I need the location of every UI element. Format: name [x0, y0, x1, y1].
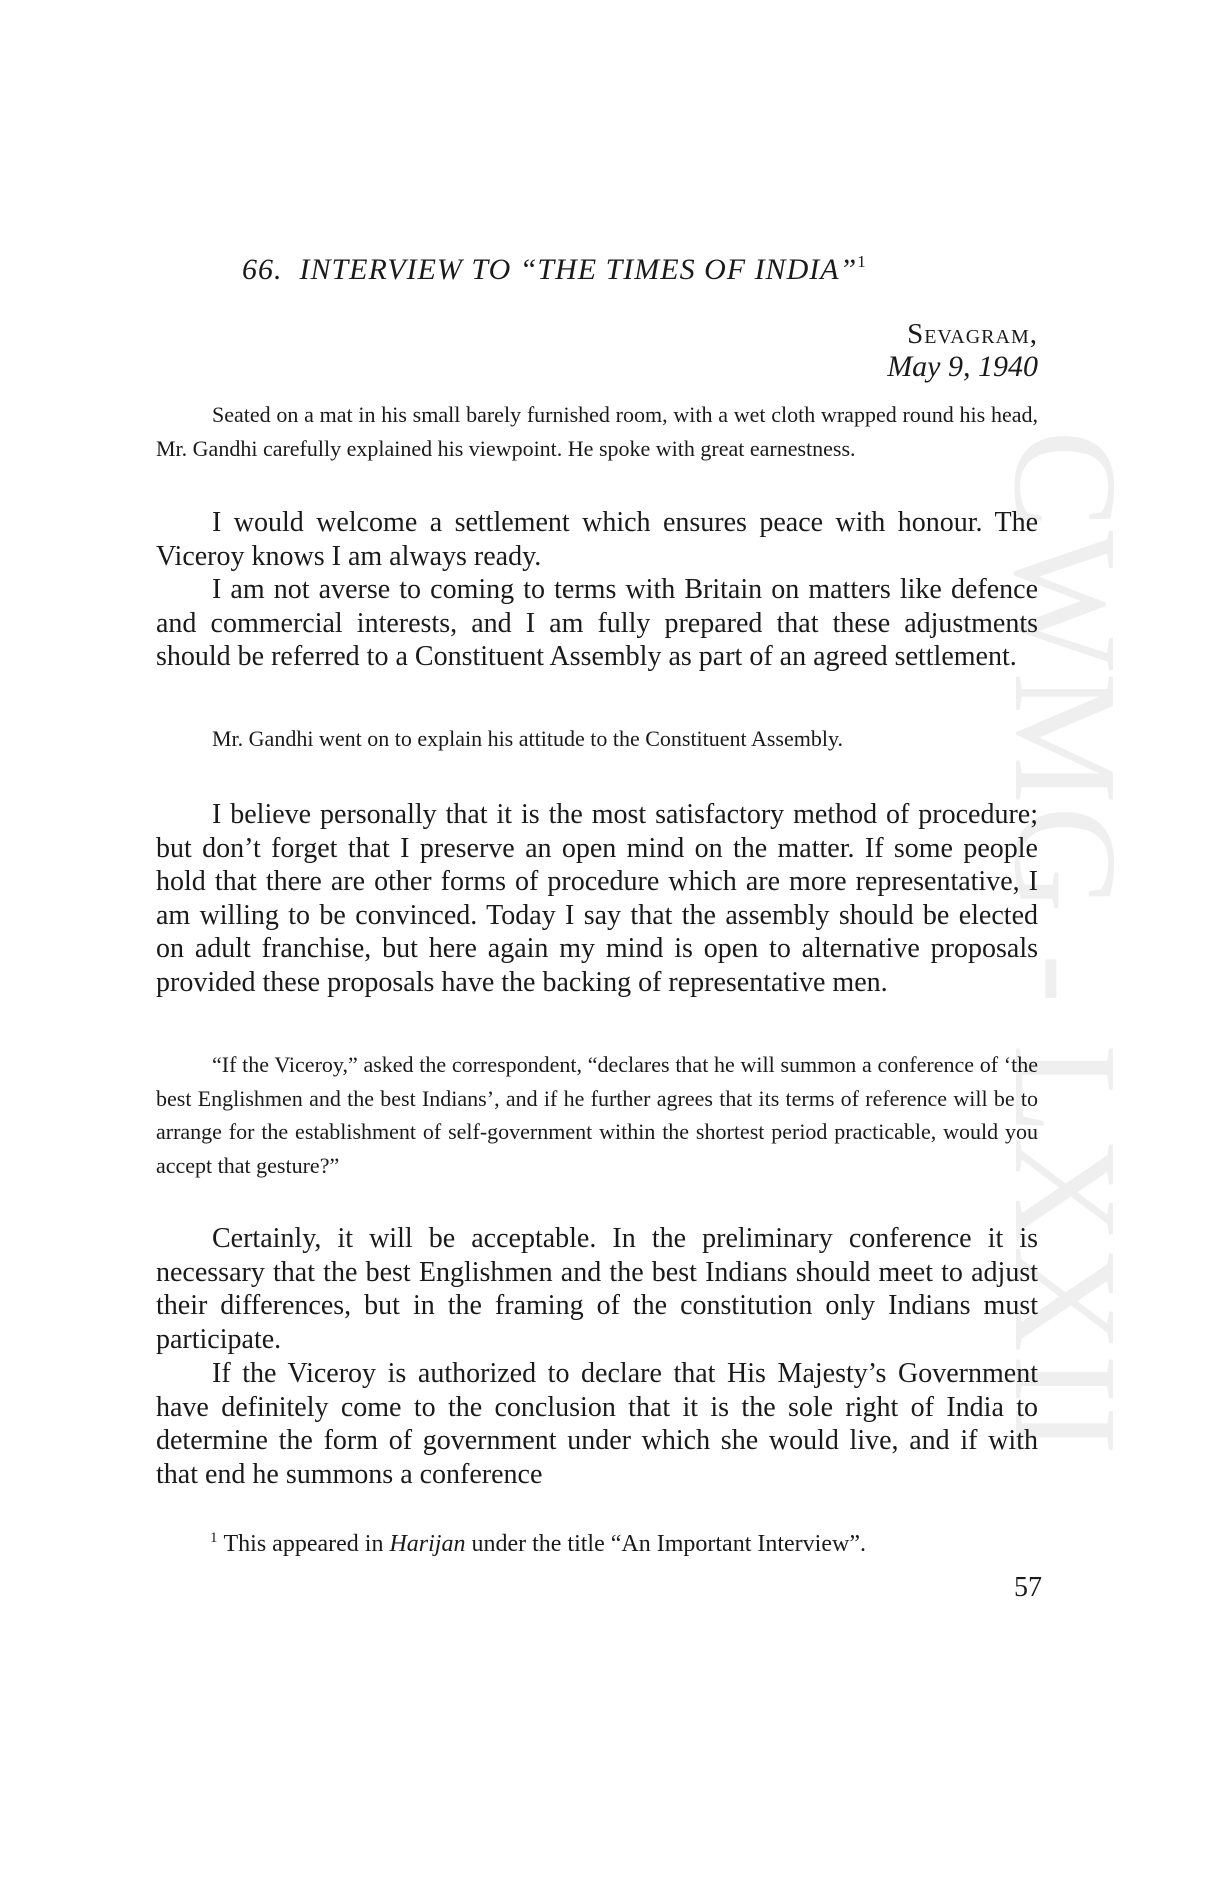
- page-title: [242, 252, 1062, 287]
- dateline-place: Sevagram,: [907, 318, 1038, 350]
- title-text: INTERVIEW TO “THE TIMES OF INDIA”: [299, 253, 858, 286]
- page-number: 57: [1014, 1572, 1042, 1603]
- question-paragraph: “If the Viceroy,” asked the correspondent, “declares that he will summon a conference of ‘the best Englishmen and the best Indians’, and if he further agrees that its terms of reference will be to arrange for the establishment of self-government within the shortest period practicable, would you accept that gesture?”: [156, 1052, 1038, 1178]
- footnote-marker: 1: [210, 1530, 218, 1546]
- watermark-text: CWMG - LXXII: [983, 430, 1147, 1457]
- footnote-text-before: This appeared in: [223, 1531, 390, 1557]
- title-footnote-ref: 1: [857, 252, 867, 271]
- title-number: 66.: [242, 253, 283, 286]
- footnote: [210, 1530, 1070, 1558]
- narration-paragraph: Mr. Gandhi went on to explain his attitude to the Constituent Assembly.: [212, 726, 844, 751]
- body-paragraph-4: Certainly, it will be acceptable. In the preliminary conference it is necessary that the best Englishmen and the best Indians should meet to adjust their differences, but in the framing of the constitution only Indians must participate.: [156, 1223, 1038, 1355]
- dateline-date: May 9, 1940: [887, 350, 1038, 383]
- footnote-text-after: under the title “An Important Interview”.: [465, 1531, 866, 1557]
- watermark: [983, 430, 1152, 1500]
- intro-paragraph: Seated on a mat in his small barely furnished room, with a wet cloth wrapped round his head, Mr. Gandhi carefully explained his viewpoint. He spoke with great earnestness.: [156, 402, 1038, 461]
- body-paragraph-5: If the Viceroy is authorized to declare that His Majesty’s Government have definitely come to the conclusion that it is the sole right of India to determine the form of government under which she would live, and if with that end he summons a conference: [156, 1358, 1038, 1490]
- footnote-italic: Harijan: [389, 1531, 466, 1557]
- body-paragraph-3: I believe personally that it is the most satisfactory method of procedure; but don’t forget that I preserve an open mind on the matter. If some people hold that there are other forms of procedure which are more representative, I am willing to be convinced. Today I say that the assembly should be elected on adult franchise, but here again my mind is open to alternative proposals provided these proposals have the backing of representative men.: [156, 799, 1038, 998]
- body-paragraph-1: I would welcome a settlement which ensures peace with honour. The Viceroy knows I am always ready.: [156, 507, 1038, 572]
- body-paragraph-2: I am not averse to coming to terms with Britain on matters like defence and commercial interests, and I am fully prepared that these adjustments should be referred to a Constituent Assembly as part of an agreed settlement.: [156, 574, 1038, 673]
